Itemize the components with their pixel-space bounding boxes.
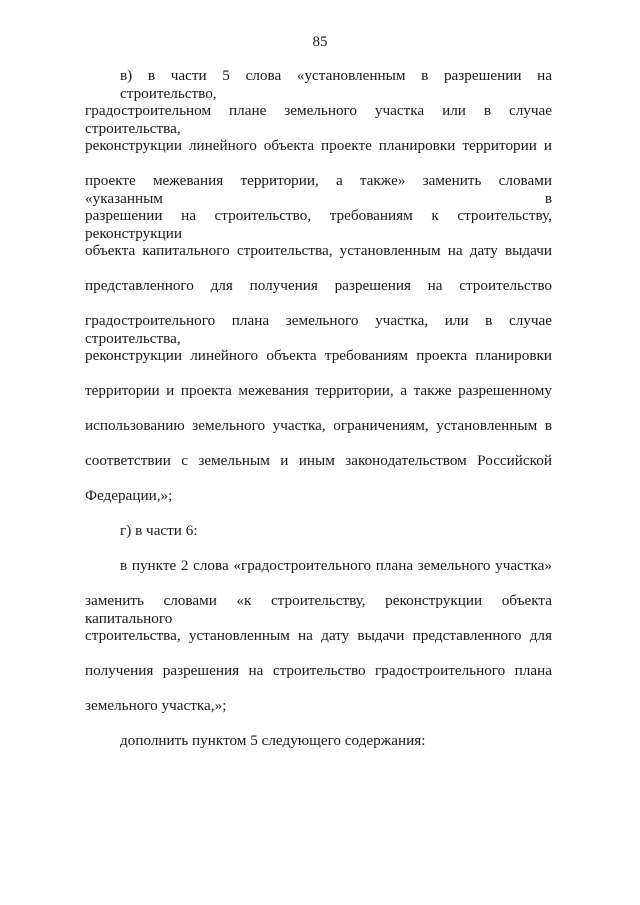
text-line: дополнить пунктом 5 следующего содержания: <box>120 732 426 749</box>
text-line: Федерации,»; <box>85 487 173 504</box>
text-line: реконструкции линейного объекта требованиям проекта планировки <box>85 347 552 364</box>
text-line: проекте межевания территории, а также» заменить словами «указанным в <box>85 172 552 207</box>
text-line: представленного для получения разрешения на строительство <box>85 277 552 294</box>
text-line: градостроительном плане земельного участка или в случае строительства, <box>85 102 552 137</box>
text-line: соответствии с земельным и иным законодательством Российской <box>85 452 552 469</box>
text-line: территории и проекта межевания территории, а также разрешенному <box>85 382 552 399</box>
text-line: земельного участка,»; <box>85 697 227 714</box>
text-line: объекта капитального строительства, установленным на дату выдачи <box>85 242 552 259</box>
text-line: заменить словами «к строительству, реконструкции объекта капитального <box>85 592 552 627</box>
text-line: строительства, установленным на дату выдачи представленного для <box>85 627 552 644</box>
text-line: получения разрешения на строительство градостроительного плана <box>85 662 552 679</box>
text-line: в пункте 2 слова «градостроительного плана земельного участка» <box>120 557 552 574</box>
text-line: г) в части 6: <box>120 522 198 539</box>
text-line: разрешении на строительство, требованиям к строительству, реконструкции <box>85 207 552 242</box>
text-line: в) в части 5 слова «установленным в разрешении на строительство, <box>120 67 552 102</box>
text-line: реконструкции линейного объекта проекте планировки территории и <box>85 137 552 154</box>
text-line: использованию земельного участка, ограничениям, установленным в <box>85 417 552 434</box>
page-number: 85 <box>312 34 328 50</box>
text-line: градостроительного плана земельного участка, или в случае строительства, <box>85 312 552 347</box>
